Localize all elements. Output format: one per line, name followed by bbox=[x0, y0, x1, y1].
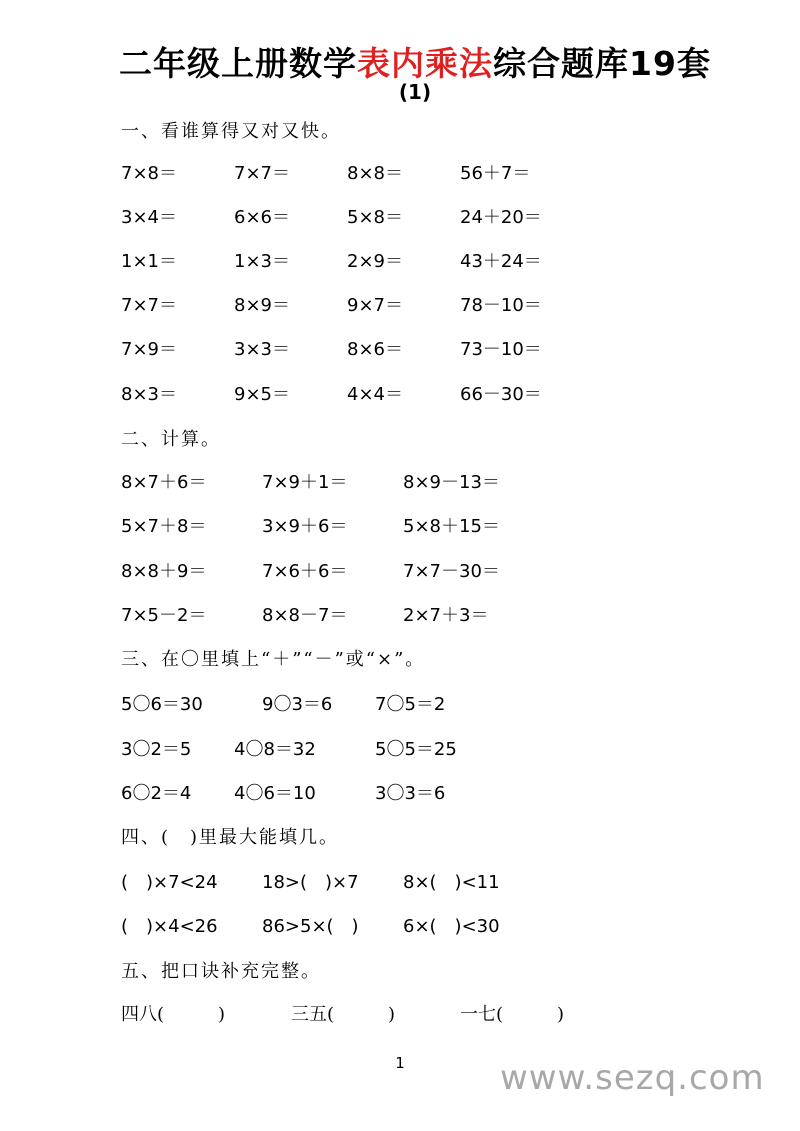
s1-row bbox=[0, 335, 800, 361]
problem: 3〇2＝5 bbox=[121, 739, 192, 760]
s4-row bbox=[0, 912, 800, 938]
page-title bbox=[0, 38, 800, 85]
problem: 8×8＋9＝ bbox=[121, 561, 207, 582]
s1-row bbox=[0, 380, 800, 406]
problem: 43＋24＝ bbox=[460, 251, 542, 272]
s1-row bbox=[0, 203, 800, 229]
problem: 8×6＝ bbox=[347, 339, 403, 360]
page-number: 1 bbox=[395, 1054, 405, 1072]
problem: 5×8＋15＝ bbox=[403, 516, 500, 537]
problem: 8×9＝ bbox=[234, 295, 290, 316]
problem: 4×4＝ bbox=[347, 384, 403, 405]
problem: 5〇6＝30 bbox=[121, 694, 203, 715]
problem: 73－10＝ bbox=[460, 339, 542, 360]
s3-row bbox=[0, 735, 800, 761]
problem: 8×8＝ bbox=[347, 163, 403, 184]
s3-row bbox=[0, 779, 800, 805]
problem: 1×1＝ bbox=[121, 251, 177, 272]
problem: 8×7＋6＝ bbox=[121, 472, 207, 493]
title-highlight: 表内乘法 bbox=[357, 44, 494, 83]
problem: 8×8－7＝ bbox=[262, 605, 348, 626]
kouj-item: 三五( ) bbox=[291, 1004, 396, 1025]
problem: 3×9＋6＝ bbox=[262, 516, 348, 537]
problem: 3×4＝ bbox=[121, 207, 177, 228]
problem: 8×3＝ bbox=[121, 384, 177, 405]
s2-row bbox=[0, 557, 800, 583]
section-5-heading: 五、把口诀补充完整。 bbox=[121, 961, 321, 982]
problem: 3×3＝ bbox=[234, 339, 290, 360]
s1-row bbox=[0, 159, 800, 185]
problem: 2×9＝ bbox=[347, 251, 403, 272]
problem: 7×6＋6＝ bbox=[262, 561, 348, 582]
problem: 7×7＝ bbox=[121, 295, 177, 316]
s4-row bbox=[0, 868, 800, 894]
title-part-3: 综合题库19套 bbox=[493, 44, 711, 83]
kouj-item: 一七( ) bbox=[460, 1004, 565, 1025]
problem: 18>( )×7 bbox=[262, 872, 359, 893]
title-part-1: 二年级上册数学 bbox=[119, 44, 358, 83]
problem: 7〇5＝2 bbox=[375, 694, 446, 715]
problem: 2×7＋3＝ bbox=[403, 605, 489, 626]
section-2-heading: 二、计算。 bbox=[121, 429, 221, 450]
section-4-heading: 四、( )里最大能填几。 bbox=[121, 827, 340, 848]
problem: 8×9－13＝ bbox=[403, 472, 500, 493]
kouj-item: 四八( ) bbox=[121, 1004, 226, 1025]
problem: 7×7＝ bbox=[234, 163, 290, 184]
problem: 6×6＝ bbox=[234, 207, 290, 228]
problem: 8×( )<11 bbox=[403, 872, 500, 893]
problem: 4〇8＝32 bbox=[234, 739, 316, 760]
problem: 5〇5＝25 bbox=[375, 739, 457, 760]
problem: 5×8＝ bbox=[347, 207, 403, 228]
s2-row bbox=[0, 512, 800, 538]
section-1-heading: 一、看谁算得又对又快。 bbox=[121, 121, 341, 142]
problem: 7×9＋1＝ bbox=[262, 472, 348, 493]
problem: 6〇2＝4 bbox=[121, 783, 192, 804]
problem: 9〇3＝6 bbox=[262, 694, 333, 715]
problem: 56＋7＝ bbox=[460, 163, 531, 184]
problem: 78－10＝ bbox=[460, 295, 542, 316]
problem: 7×5－2＝ bbox=[121, 605, 207, 626]
s2-row bbox=[0, 601, 800, 627]
problem: 4〇6＝10 bbox=[234, 783, 316, 804]
s1-row bbox=[0, 247, 800, 273]
problem: 24＋20＝ bbox=[460, 207, 542, 228]
problem: 7×7－30＝ bbox=[403, 561, 500, 582]
problem: 66－30＝ bbox=[460, 384, 542, 405]
problem: 7×8＝ bbox=[121, 163, 177, 184]
problem: 9×5＝ bbox=[234, 384, 290, 405]
problem: 5×7＋8＝ bbox=[121, 516, 207, 537]
problem: 6×( )<30 bbox=[403, 916, 500, 937]
s2-row bbox=[0, 468, 800, 494]
section-3-heading: 三、在〇里填上“＋”“－”或“×”。 bbox=[121, 649, 426, 670]
s3-row bbox=[0, 690, 800, 716]
problem: 9×7＝ bbox=[347, 295, 403, 316]
page-subtitle: (1) bbox=[398, 80, 432, 104]
problem: ( )×4<26 bbox=[121, 916, 218, 937]
problem: 3〇3＝6 bbox=[375, 783, 446, 804]
s1-row bbox=[0, 291, 800, 317]
problem: ( )×7<24 bbox=[121, 872, 218, 893]
problem: 86>5×( ) bbox=[262, 916, 359, 937]
watermark: www.sezq.com bbox=[500, 1058, 765, 1098]
problem: 7×9＝ bbox=[121, 339, 177, 360]
problem: 1×3＝ bbox=[234, 251, 290, 272]
